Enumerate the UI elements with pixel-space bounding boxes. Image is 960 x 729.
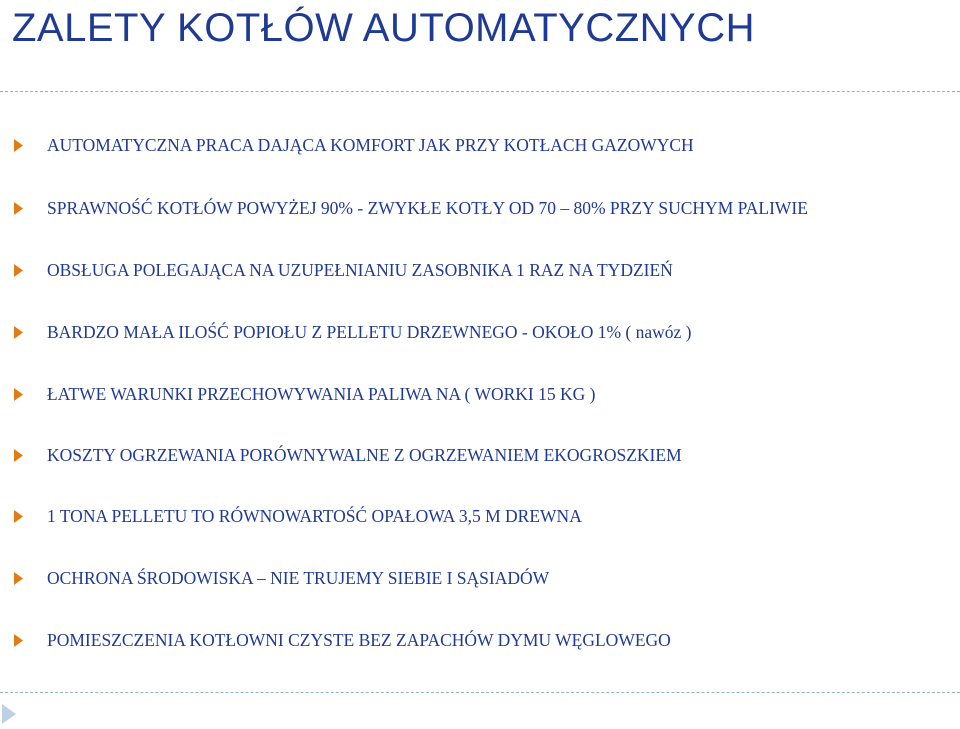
bullet-text: AUTOMATYCZNA PRACA DAJĄCA KOMFORT JAK PRZY KOTŁACH GAZOWYCH <box>47 135 694 155</box>
triangle-right-icon <box>14 257 32 283</box>
list-item <box>14 503 944 529</box>
bullet-text: 1 TONA PELLETU TO RÓWNOWARTOŚĆ OPAŁOWA 3,5 M DREWNA <box>47 506 582 526</box>
list-item <box>14 132 944 158</box>
bullet-text: OBSŁUGA POLEGAJĄCA NA UZUPEŁNIANIU ZASOBNIKA 1 RAZ NA TYDZIEŃ <box>47 260 673 280</box>
triangle-right-icon <box>14 132 32 158</box>
triangle-right-icon <box>14 442 32 468</box>
slide-title: ZALETY KOTŁÓW AUTOMATYCZNYCH <box>12 6 755 50</box>
list-item <box>14 442 944 468</box>
bullet-text: OCHRONA ŚRODOWISKA – NIE TRUJEMY SIEBIE I SĄSIADÓW <box>47 568 550 588</box>
list-item <box>14 381 944 407</box>
slide-corner-decoration <box>2 704 18 724</box>
bullet-text: KOSZTY OGRZEWANIA PORÓWNYWALNE Z OGRZEWANIEM EKOGROSZKIEM <box>47 445 682 465</box>
bullet-text: POMIESZCZENIA KOTŁOWNI CZYSTE BEZ ZAPACHÓW DYMU WĘGLOWEGO <box>47 630 671 650</box>
bullet-text: ŁATWE WARUNKI PRZECHOWYWANIA PALIWA NA ( WORKI 15 KG ) <box>47 384 596 404</box>
triangle-right-icon <box>14 381 32 407</box>
bullet-text: SPRAWNOŚĆ KOTŁÓW POWYŻEJ 90% - ZWYKŁE KOTŁY OD 70 – 80% PRZY SUCHYM PALIWIE <box>47 198 808 218</box>
list-item <box>14 257 944 283</box>
triangle-right-icon <box>14 503 32 529</box>
bottom-divider <box>0 692 960 693</box>
triangle-right-icon <box>14 565 32 591</box>
triangle-right-icon <box>14 627 32 653</box>
list-item <box>14 565 944 591</box>
triangle-right-icon <box>14 195 32 221</box>
triangle-right-icon <box>14 319 32 345</box>
list-item <box>14 627 944 653</box>
bullet-text: BARDZO MAŁA ILOŚĆ POPIOŁU Z PELLETU DRZEWNEGO - OKOŁO 1% ( nawóz ) <box>47 322 692 342</box>
list-item <box>14 195 944 221</box>
list-item <box>14 319 944 345</box>
